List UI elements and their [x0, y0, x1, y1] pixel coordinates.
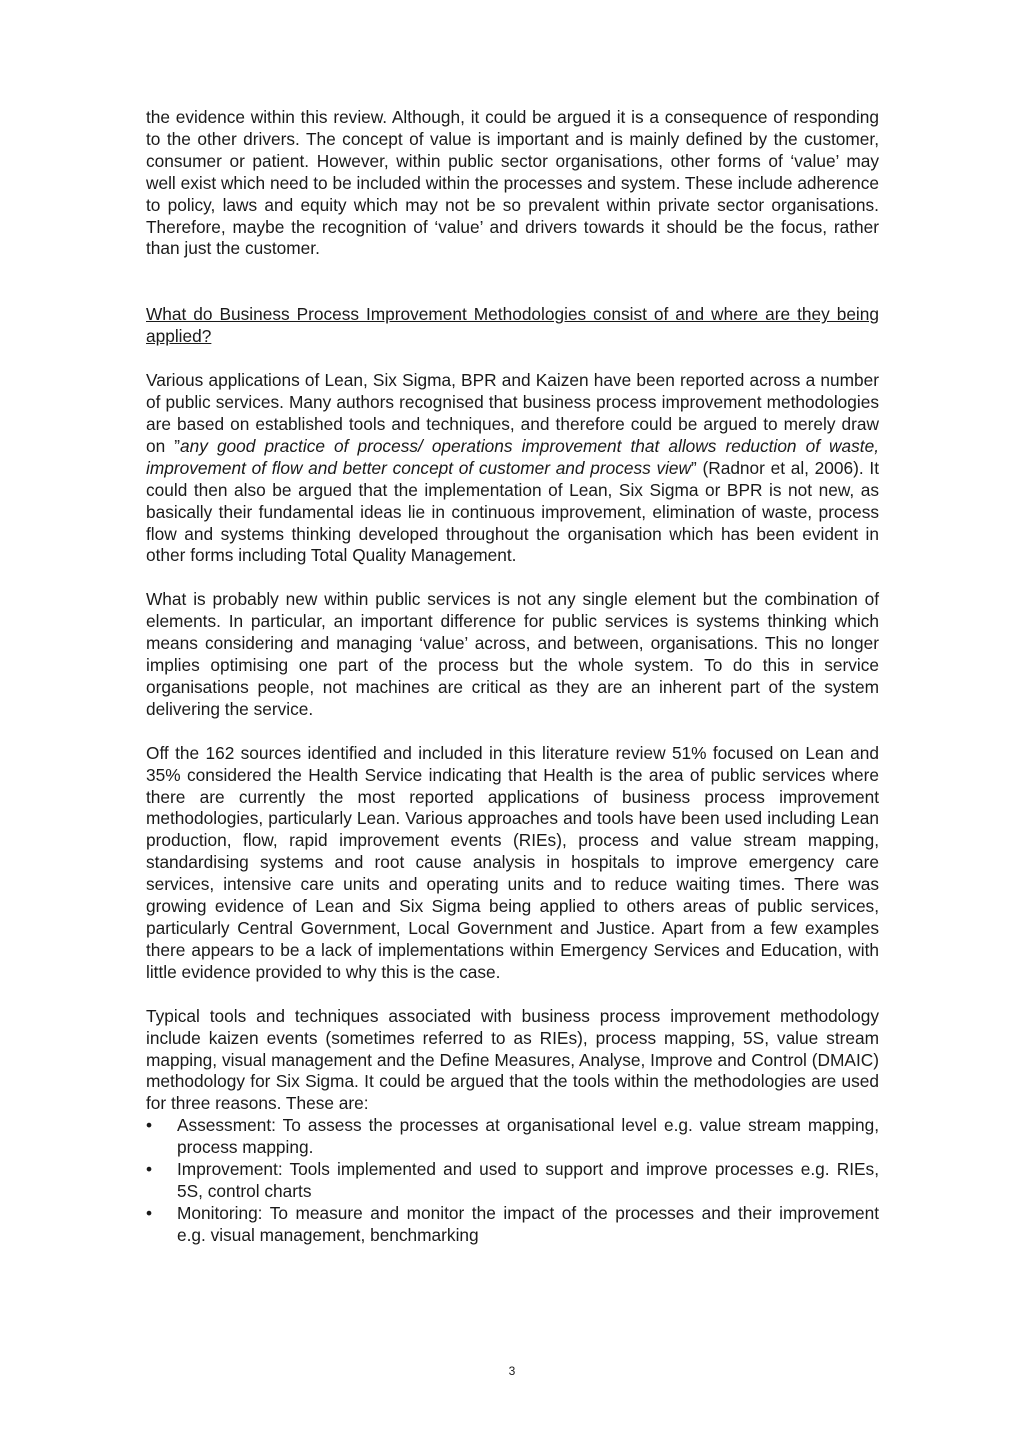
radnor-quote: any good practice of process/ operations improvement that allows reduction of waste, improvement of flow and better concept of customer and process view [146, 435, 879, 478]
paragraph-applications-text-1: Various applications of Lean, Six Sigma, BPR and Kaizen have been reported across a number of public services. Many authors recognised that business process improvement methodologies are based on established tools and techniques, and therefore could be argued to merely draw on ” [146, 370, 879, 456]
paragraph-tools: Typical tools and techniques associated with business process improvement methodology include kaizen events (sometimes referred to as RIEs), process mapping, 5S, value stream mapping, visual management and the Define Measures, Analyse, Improve and Control (DMAIC) methodology for Six Sigma. It could be argued that the tools within the methodologies are used for three reasons. These are: [146, 1005, 879, 1114]
section-heading: What do Business Process Improvement Methodologies consist of and where are they being applied? [146, 304, 879, 347]
list-item-text: Assessment: To assess the processes at organisational level e.g. value stream mapping, process mapping. [177, 1115, 879, 1158]
bullet-icon: • [146, 1202, 153, 1223]
tools-purpose-list [146, 1115, 879, 1246]
list-item [146, 1203, 879, 1247]
paragraph-applications [146, 370, 879, 567]
bullet-icon: • [146, 1115, 153, 1136]
paragraph-value-drivers: the evidence within this review. Although, it could be argued it is a consequence of responding to the other drivers. The concept of value is important and is mainly defined by the customer, consumer or patient. However, within public sector organisations, other forms of ‘value’ may well exist which need to be included within the processes and system. These include adherence to policy, laws and equity which may not be so prevalent within private sector organisations. Therefore, maybe the recognition of ‘value’ and drivers towards it should be the focus, rather than just the customer. [146, 107, 879, 259]
list-item [146, 1159, 879, 1203]
paragraph-sources: Off the 162 sources identified and included in this literature review 51% focused on Lean and 35% considered the Health Service indicating that Health is the area of public services where there are currently the most reported applications of business process improvement methodologies, particularly Lean. Various approaches and tools have been used including Lean production, flow, rapid improvement events (RIEs), process and value stream mapping, standardising systems and root cause analysis in hospitals to improve emergency care services, intensive care units and operating units and to reduce waiting times. There was growing evidence of Lean and Six Sigma being applied to others areas of public services, particularly Central Government, Local Government and Justice. Apart from a few examples there appears to be a lack of implementations within Emergency Services and Education, with little evidence provided to why this is the case. [146, 742, 879, 982]
list-item [146, 1115, 879, 1159]
list-item-text: Improvement: Tools implemented and used to support and improve processes e.g. RIEs, 5S, control charts [177, 1159, 879, 1201]
bullet-icon: • [146, 1159, 153, 1180]
paragraph-systems-thinking: What is probably new within public services is not any single element but the combination of elements. In particular, an important difference for public services is systems thinking which means considering and managing ‘value’ across, and between, organisations. This no longer implies optimising one part of the process but the whole system. To do this in service organisations people, not machines are critical as they are an inherent part of the system delivering the service. [146, 589, 879, 719]
list-item-text: Monitoring: To measure and monitor the impact of the processes and their improvement e.g. visual management, benchmarking [177, 1202, 879, 1245]
paragraph-applications-text-2: ” (Radnor et al, 2006). It could then also be argued that the implementation of Lean, Six Sigma or BPR is not new, as basically their fundamental ideas lie in continuous improvement, elimination of waste, process flow and systems thinking developed throughout the organisation which has been evident in other forms including Total Quality Management. [146, 457, 879, 566]
document-page [146, 107, 879, 1247]
page-number: 3 [508, 1364, 516, 1378]
